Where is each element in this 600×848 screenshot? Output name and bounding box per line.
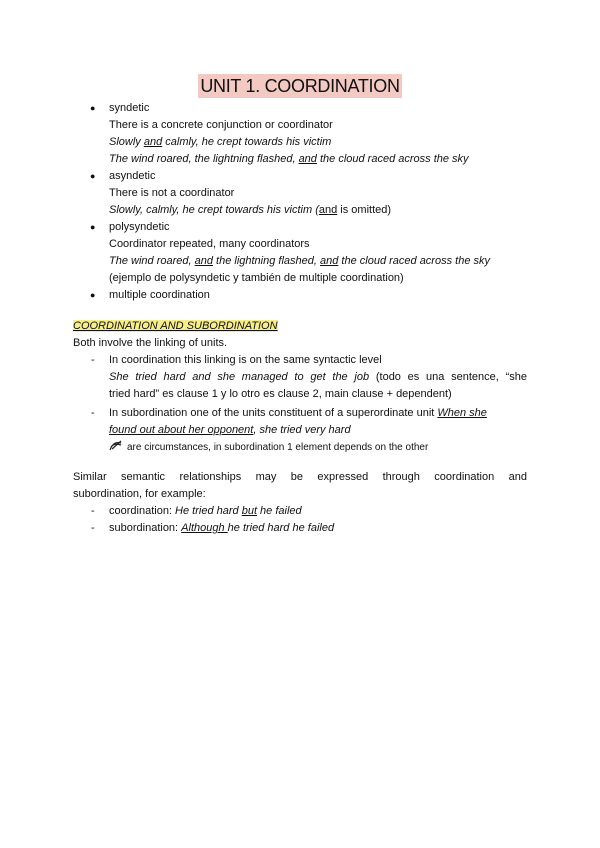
arrow-scribble-icon	[109, 440, 123, 452]
subordination-example-item: subordination: Although he tried hard he failed	[109, 522, 335, 534]
dash-marker: -	[91, 522, 95, 534]
polysyndetic-definition: Coordinator repeated, many coordinators	[109, 238, 310, 250]
syndetic-example-1: Slowly and calmly, he crept towards his victim	[109, 136, 332, 148]
bullet-term-polysyndetic: polysyndetic	[109, 221, 170, 233]
dash-marker: -	[91, 407, 95, 419]
subordination-statement: In subordination one of the units constituent of a superordinate unit When she	[109, 407, 487, 419]
coordination-example-item: coordination: He tried hard but he failed	[109, 505, 302, 517]
bullet-icon: ●	[90, 103, 96, 113]
bullet-icon: ●	[90, 222, 96, 232]
dash-marker: -	[91, 354, 95, 366]
bullet-icon: ●	[90, 290, 96, 300]
section-heading: COORDINATION AND SUBORDINATION	[73, 320, 278, 332]
polysyndetic-note: (ejemplo de polysyndetic y también de multiple coordination)	[109, 272, 404, 284]
subordination-example: found out about her opponent, she tried very hard	[109, 424, 351, 436]
bullet-term-asyndetic: asyndetic	[109, 170, 156, 182]
bullet-term-syndetic: syndetic	[109, 102, 150, 114]
paragraph-line-1: Similar semantic relationships may be expressed through coordination and	[73, 471, 527, 483]
polysyndetic-example: The wind roared, and the lightning flashed, and the cloud raced across the sky	[109, 255, 490, 267]
subordination-note: are circumstances, in subordination 1 element depends on the other	[109, 440, 428, 455]
syndetic-definition: There is a concrete conjunction or coordinator	[109, 119, 333, 131]
syndetic-example-2: The wind roared, the lightning flashed, and the cloud raced across the sky	[109, 153, 469, 165]
paragraph-line-2: subordination, for example:	[73, 488, 206, 500]
coordination-example-line-2: tried hard” es clause 1 y lo otro es clause 2, main clause + dependent)	[109, 388, 452, 400]
page-title: UNIT 1. COORDINATION	[200, 76, 400, 96]
bullet-term-multiple-coordination: multiple coordination	[109, 289, 210, 301]
dash-marker: -	[91, 505, 95, 517]
asyndetic-example: Slowly, calmly, he crept towards his victim (and is omitted)	[109, 204, 392, 216]
asyndetic-definition: There is not a coordinator	[109, 187, 235, 199]
title-container	[0, 74, 600, 98]
bullet-icon: ●	[90, 171, 96, 181]
coordination-example-line-1: She tried hard and she managed to get the job (todo es una sentence, “she	[109, 371, 527, 383]
coordination-statement: In coordination this linking is on the same syntactic level	[109, 354, 382, 366]
section-intro: Both involve the linking of units.	[73, 337, 228, 349]
